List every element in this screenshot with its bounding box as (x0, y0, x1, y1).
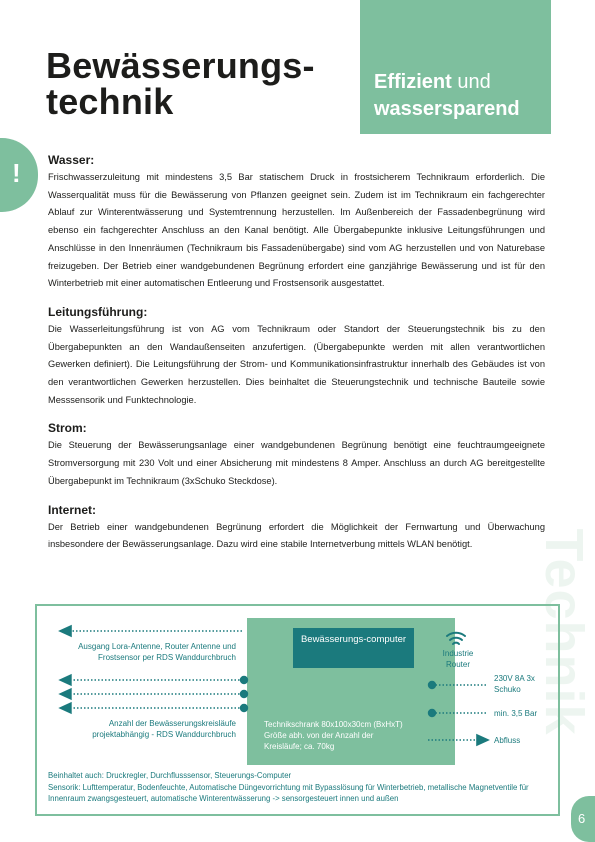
page-number-tab (571, 796, 595, 842)
tagline-normal: und (451, 71, 491, 93)
line-pressure (429, 710, 489, 717)
exclamation-icon: ! (12, 158, 21, 188)
section-text: Der Betrieb einer wandgebundenen Begrünung erfordert die Möglichkeit der Fernwartung und Überwachung insbesondere der Bewässerungsanlage. Dazu wird eine stabile Internetverbung mittels WLAN benötigt. (48, 521, 545, 550)
footer-notes (48, 770, 553, 805)
page-number: 6 (578, 811, 586, 826)
arrow-drain (428, 735, 488, 745)
label-power: 230V 8A 3x Schuko (494, 674, 535, 694)
label-circuits: Anzahl der Bewässerungskreisläufe projektabhängig - RDS Wanddurchbruch (92, 719, 236, 739)
label-cabinet: Technikschrank 80x100x30cm (BxHxT) Größe abh. von der Anzahl der Kreisläufe; ca. 70kg (264, 720, 403, 751)
label-pressure: min. 3,5 Bar (494, 709, 538, 718)
wifi-icon (447, 633, 465, 644)
title-line2: technik (46, 81, 174, 122)
section-heading: Strom: (48, 421, 87, 436)
arrow-antenna (60, 626, 242, 636)
section-heading: Leitungsführung: (48, 304, 148, 319)
section-text: Frischwasserzuleitung mit mindestens 3,5 Bar statischem Druck in frostsicherem Technikraum erforderlich. Die Wasserqualität muss für die Bewässerung von Pflanzen geeignet sein. Zudem ist im Technikraum ein fachgerechter Ablauf zur Winterentwässerung und Systemtrennung herzustellen. Im Außenbereich der Fassadenbegrünung wird ebenso ein fachgerechter Anschluss an den Kanal benötigt. Alle Übergabepunkte inklusive Leitungsführungen und Anschlüsse in den Innenräumen (Technikraum bis Fassadenübergabe) sind vom AG herzustellen und von Naturebase freizugeben. Der Betrieb einer wandgebundenen Begrünung erfordert eine ganzjährige Bewässerung und ist für den Winterbetrieb mit einer automatischen Entleerung und Frostsensorik ausgestattet. (48, 172, 545, 289)
footer-line2: Sensorik: Lufttemperatur, Bodenfeuchte, Automatische Düngevorrichtung mit Bypasslösung für Winterbetrieb, metallische Magnetventile für Innenraum zwangsgesteuert, automatische Winterentwässerung -> sensorgesteuert innen und außen (48, 782, 529, 804)
label-router: Industrie Router (442, 649, 474, 669)
title-line1: Bewässerungs- (46, 45, 315, 86)
tagline-line2: wassersparend (374, 98, 520, 120)
section-heading: Wasser: (48, 153, 95, 167)
section-heading: Internet: (48, 502, 96, 517)
arrow-circuits (60, 675, 248, 713)
section-text: Die Wasserleitungsführung ist von AG vom Technikraum oder Standort der Steuerungstechnik bis zu den Übergabepunkten an den Wandaußenseiten anzufertigen. (Übergabepunkte werden mit allen verantwortlichen Gewerken definiert). Die Leitungsführung der Strom- und Kommunikationsinfrastruktur innerhalb des Gebäudes ist von den verantwortlichen Gewerken herzustellen. Dies beinhaltet die Steuerungstechnik und technische Bauteile sowie Messsensorik und Funktechnologie. (48, 323, 545, 405)
tagline-bold: Effizient (374, 71, 452, 93)
side-watermark-text: Technik (534, 528, 594, 736)
line-power (429, 682, 489, 689)
label-drain: Abfluss (494, 736, 521, 745)
computer-label: Bewässerungs-computer (300, 634, 407, 645)
label-antenna: Ausgang Lora-Antenne, Router Antenne und Frostsensor per RDS Wanddurchbruch (78, 642, 236, 662)
section-text: Die Steuerung der Bewässerungsanlage einer wandgebundenen Begrünung benötigt eine feuchtraumgeeignete Stromversorgung mit 230 Volt und einer Absicherung mit mindestens 8 Amper. Anschluss an durch AG bereitgestellte Übergabepunkt im Technikraum (3xSchuko Steckdose). (48, 440, 545, 486)
footer-line1: Beinhaltet auch: Druckregler, Durchflusssensor, Steuerungs-Computer (48, 771, 292, 780)
